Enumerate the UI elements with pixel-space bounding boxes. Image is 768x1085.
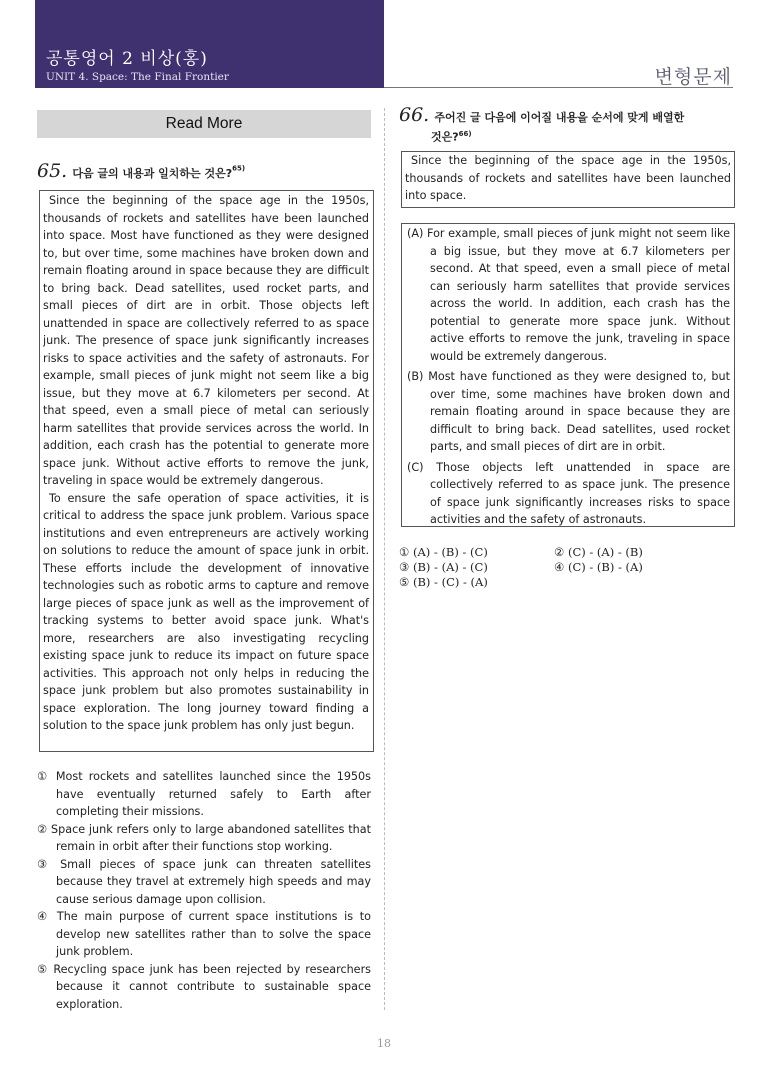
- answer-choice: ④ The main purpose of current space institutions is to develop new satellites rather than to solve the space junk problem.: [37, 910, 371, 958]
- question-66-intro-box: [401, 151, 735, 208]
- question-66-items-box: [401, 223, 735, 527]
- question-66-number: 66.: [399, 104, 430, 126]
- passage-paragraph: To ensure the safe operation of space activities, it is critical to address the space junk problem. Various space institutions and even entrepreneurs are actively working on solutions to reduce the amount of space junk in orbit. These efforts include the development of innovative technologies such as robotic arms to capture and remove large pieces of space junk as well as the improvement of tracking systems to better avoid space junk. What's more, researchers are also investigating recycling existing space junk to reduce its impact on future space activities. This approach not only helps in reducing the space junk problem but also promotes sustainability in space exploration. The long journey toward finding a solution to the space junk problem has only just begun.: [43, 491, 369, 732]
- answer-choice: ① Most rockets and satellites launched since the 1950s have eventually returned safely to Earth after completing their missions.: [37, 770, 371, 818]
- header-subtitle: UNIT 4. Space: The Final Frontier: [46, 71, 229, 83]
- passage-paragraph: Since the beginning of the space age in the 1950s, thousands of rockets and satellites have been launched into space. Most have functioned as they were designed to, but over time, some machines have broken down and remain floating around in space because they are difficult to bring back. Dead satellites, used rocket parts, and small pieces of dirt are in orbit. Those objects left unattended in space are collectively referred to as space junk. The presence of space junk significantly increases risks to space activities and the safety of astronauts. For example, small pieces of junk might not seem like a big issue, but they move at 6.7 kilometers per second. At that speed, even a small piece of metal can seriously harm satellites that provide services across the world. In addition, each crash has the potential to generate more space junk. Without active efforts to remove the junk, traveling in space would be extremely dangerous.: [43, 194, 369, 487]
- ordering-item-a: (A) For example, small pieces of junk might not seem like a big issue, but they move at 6.7 kilometers per second. At that speed, even a small piece of metal can seriously harm satellites that provide services across the world. In addition, each crash has the potential to generate more space junk. Without active efforts to remove the junk, traveling in space would be extremely dangerous.: [407, 227, 730, 363]
- column-divider: [384, 108, 385, 1010]
- answer-choice: ② (C) - (A) - (B): [554, 545, 643, 559]
- answer-choice: ② Space junk refers only to large abandoned satellites that remain in orbit after their functions stop working.: [37, 822, 371, 853]
- question-65-number: 65.: [37, 160, 68, 182]
- question-65-text: 다음 글의 내용과 일치하는 것은?: [72, 167, 233, 180]
- question-66-text: 주어진 글 다음에 이어질 내용을 순서에 맞게 배열한: [434, 111, 685, 124]
- intro-text: Since the beginning of the space age in the 1950s, thousands of rockets and satellites have been launched into space.: [405, 154, 731, 202]
- answer-choice: ③ Small pieces of space junk can threaten satellites because they travel at extremely high speeds and may cause serious damage upon collision.: [37, 857, 371, 906]
- question-66-footnote: 66): [458, 130, 472, 138]
- answer-choice: ⑤ Recycling space junk has been rejected by researchers because it cannot contribute to sustainable space exploration.: [37, 962, 371, 1011]
- question-65-footnote: 65): [232, 164, 246, 173]
- question-65-choices: [37, 768, 371, 1013]
- question-66-text-cont: 것은?: [431, 130, 459, 144]
- header-title: 공통영어 2 비상(홍): [46, 49, 208, 69]
- header-label: 변형문제: [654, 66, 732, 88]
- read-more-banner: Read More: [37, 110, 371, 138]
- answer-choice: ④ (C) - (B) - (A): [554, 560, 643, 574]
- question-65-heading: [37, 160, 377, 182]
- ordering-item-c: (C) Those objects left unattended in space are collectively referred to as space junk. The presence of space junk significantly increases risks to space activities and the safety of astronauts.: [407, 460, 730, 526]
- question-66-heading: [399, 106, 734, 147]
- answer-choice: ⑤ (B) - (C) - (A): [399, 575, 488, 589]
- answer-choice: ① (A) - (B) - (C): [399, 545, 488, 559]
- ordering-item-b: (B) Most have functioned as they were designed to, but over time, some machines have broken down and remain floating around in space because they are difficult to bring back. Dead satellites, used rocket parts, and small pieces of dirt are in orbit.: [407, 370, 730, 453]
- page-number: 18: [377, 1037, 391, 1050]
- question-66-choices: [399, 545, 734, 590]
- answer-choice: ③ (B) - (A) - (C): [399, 560, 488, 574]
- question-65-passage: [39, 190, 374, 752]
